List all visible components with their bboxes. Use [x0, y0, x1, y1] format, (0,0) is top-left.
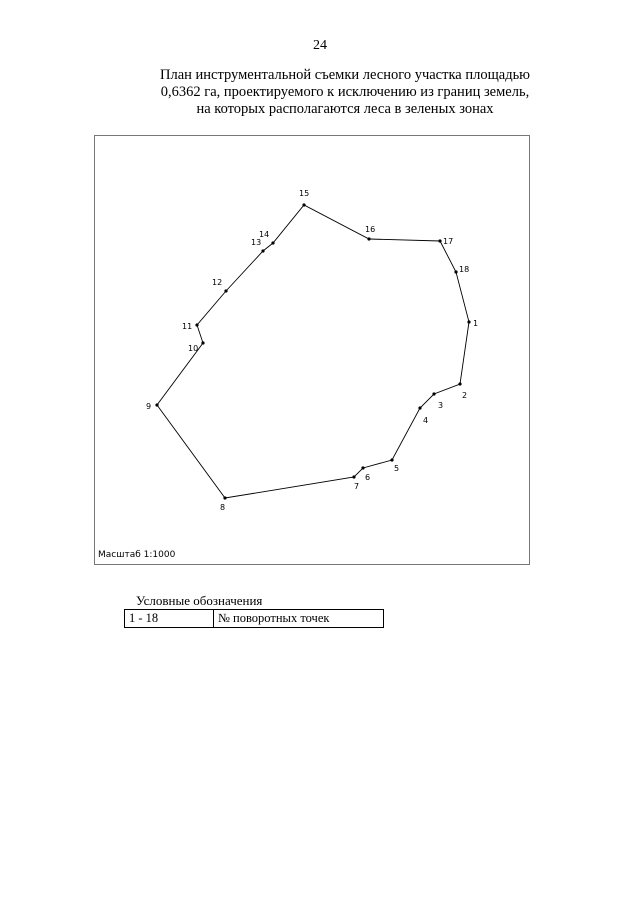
- turning-point-label: 17: [443, 237, 454, 246]
- turning-point-label: 1: [473, 319, 479, 328]
- survey-plan-drawing: [95, 136, 531, 566]
- turning-point-label: 10: [188, 344, 199, 353]
- legend-table: [124, 609, 384, 628]
- survey-plan-frame: [94, 135, 530, 565]
- turning-point-marker: [467, 320, 470, 323]
- turning-point-label: 8: [220, 503, 226, 512]
- page-number: 24: [313, 38, 327, 53]
- turning-point-marker: [418, 406, 421, 409]
- turning-point-marker: [224, 289, 227, 292]
- legend-symbol: 1 - 18: [125, 610, 214, 628]
- turning-point-marker: [155, 403, 158, 406]
- turning-point-marker: [432, 392, 435, 395]
- turning-point-marker: [361, 466, 364, 469]
- legend-row: [125, 610, 384, 628]
- turning-point-label: 11: [182, 322, 193, 331]
- legend-caption: Условные обозначения: [136, 593, 263, 608]
- legend-meaning: № поворотных точек: [214, 610, 384, 628]
- turning-point-marker: [458, 382, 461, 385]
- turning-point-marker: [438, 239, 441, 242]
- turning-point-label: 14: [259, 230, 270, 239]
- turning-point-label: 4: [423, 416, 429, 425]
- turning-point-marker: [390, 458, 393, 461]
- turning-point-label: 7: [354, 482, 360, 491]
- turning-point-label: 13: [251, 238, 262, 247]
- turning-point-marker: [261, 249, 264, 252]
- turning-point-marker: [454, 270, 457, 273]
- turning-point-label: 2: [462, 391, 468, 400]
- turning-point-marker: [271, 241, 274, 244]
- turning-point-label: 15: [299, 189, 310, 198]
- turning-point-label: 9: [146, 402, 152, 411]
- turning-point-label: 5: [394, 464, 400, 473]
- turning-point-marker: [302, 203, 305, 206]
- turning-point-marker: [223, 496, 226, 499]
- turning-point-label: 16: [365, 225, 376, 234]
- title-line-1: План инструментальной съемки лесного участка площадью: [159, 67, 531, 83]
- turning-point-marker: [367, 237, 370, 240]
- turning-point-label: 12: [212, 278, 223, 287]
- turning-point-label: 3: [438, 401, 444, 410]
- land-plot-boundary: [157, 205, 469, 498]
- turning-point-marker: [195, 323, 198, 326]
- turning-point-marker: [201, 341, 204, 344]
- turning-point-marker: [352, 475, 355, 478]
- turning-point-label: 6: [365, 473, 371, 482]
- document-title: [110, 67, 580, 118]
- title-line-2: 0,6362 га, проектируемого к исключению из границ земель,: [160, 84, 530, 100]
- scale-label: Масштаб 1:1000: [98, 550, 176, 560]
- turning-point-label: 18: [459, 265, 470, 274]
- title-line-3: на которых располагаются леса в зеленых зонах: [196, 101, 494, 117]
